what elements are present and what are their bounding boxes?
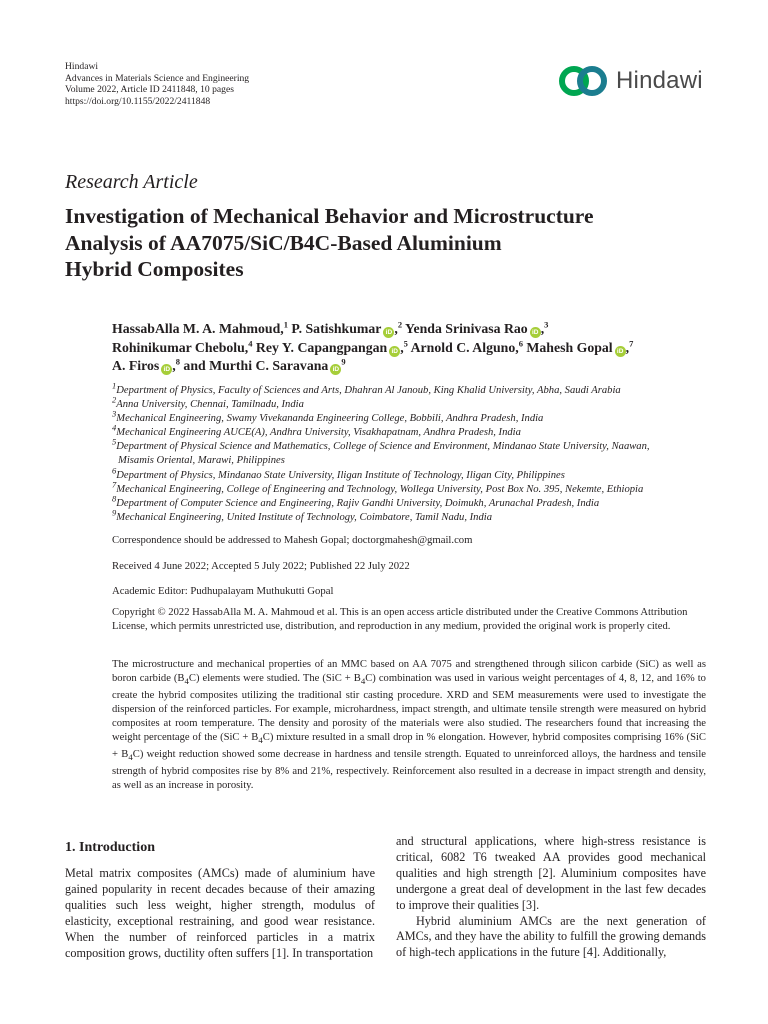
- article-title: [65, 203, 705, 283]
- article-type: Research Article: [65, 171, 198, 193]
- affiliation: $^1$Department of Physics, Faculty of Sciences and Arts, Dhahran Al Janoub, King Khalid University, Abha, Saudi Arabia: [112, 380, 621, 396]
- affiliation: $^7$Mechanical Engineering, College of Engineering and Technology, Wollega University, Post Box No. 395, Nekemte, Ethiopia: [112, 479, 644, 495]
- copyright-notice: Copyright © 2022 HassabAlla M. A. Mahmoud et al. This is an open access article distributed under the Creative Commons Attribution License, which permits unrestricted use, distribution, and reproduction in any medium, provided the original work is properly cited.: [112, 607, 688, 632]
- body-paragraph: and structural applications, where high-stress resistance is critical, 6082 T6 tweaked AA provides good mechanical qualities and high strength [2]. Aluminium composites have undergone a great deal of development in the last few decades to improve their qualities [3].: [396, 834, 706, 912]
- publisher-name: Hindawi: [65, 61, 99, 72]
- author-name[interactable]: A. Firos: [112, 358, 160, 373]
- correspondence: Correspondence should be addressed to Mahesh Gopal; doctorgmahesh@gmail.com: [112, 534, 473, 546]
- author-line: HassabAlla M. A. Mahmoud,$^1$ P. Satishkumar iD ,$^2$ Yenda Srinivasa Rao iD ,$^3$: [112, 319, 549, 336]
- body-column-right: [396, 834, 706, 961]
- author-name[interactable]: Arnold C. Alguno,: [407, 339, 519, 355]
- journal-name: Advances in Materials Science and Engineering: [65, 72, 250, 84]
- author-line: A. Firos iD ,$^8$ and Murthi C. Saravana $iD^9$: [112, 356, 346, 373]
- orcid-icon[interactable]: iD: [389, 346, 400, 357]
- doi-link[interactable]: https://doi.org/10.1155/2022/2411848: [65, 95, 211, 107]
- orcid-icon[interactable]: iD: [161, 364, 172, 375]
- author-list: [112, 320, 712, 376]
- publication-dates: Received 4 June 2022; Accepted 5 July 2022; Published 22 July 2022: [112, 560, 410, 572]
- body-column-left: [65, 866, 375, 961]
- hindawi-logo-icon: [558, 63, 610, 99]
- author-name[interactable]: Rey Y. Capangpangan: [252, 339, 388, 355]
- affiliation: $^5$Department of Physical Science and Mathematics, College of Science and Environment, Mindanao State University, Naawan,: [112, 436, 650, 453]
- body-paragraph: Hybrid aluminium AMCs are the next generation of AMCs, and they have the ability to fulfill the growing demands of high-tech applications in the future [4]. Additionally,: [396, 913, 706, 960]
- journal-header: [65, 61, 249, 107]
- abstract: [112, 658, 706, 792]
- author-name[interactable]: and Murthi C. Saravana: [179, 358, 329, 373]
- author-name[interactable]: Yenda Srinivasa Rao: [402, 321, 528, 336]
- title-line: Analysis of AA7075/SiC/B4C-Based Aluminium: [65, 230, 502, 255]
- author-name[interactable]: P. Satishkumar: [287, 321, 382, 336]
- author-name[interactable]: Rohinikumar Chebolu,: [112, 339, 249, 355]
- academic-editor: Academic Editor: Pudhupalayam Muthukutti Gopal: [112, 585, 334, 597]
- affiliation: $^6$Department of Physics, Mindanao State University, Iligan Institute of Technology, Iligan City, Philippines: [112, 465, 565, 481]
- author-line: Rohinikumar Chebolu,$^4$ Rey Y. Capangpangan iD ,$^5$ Arnold C. Alguno,$^6$ Mahesh Gopal iD ,$^7$: [112, 337, 634, 355]
- hindawi-logo: [558, 61, 708, 101]
- orcid-icon[interactable]: iD: [615, 346, 626, 357]
- orcid-icon[interactable]: iD: [530, 327, 541, 338]
- orcid-icon[interactable]: iD: [383, 327, 394, 338]
- title-line: Investigation of Mechanical Behavior and Microstructure: [65, 204, 594, 228]
- affiliation: $^2$Anna University, Chennai, Tamilnadu, India: [112, 394, 304, 411]
- affiliation: $^8$Department of Computer Science and Engineering, Rajiv Gandhi University, Doimukh, Arunachal Pradesh, India: [112, 493, 600, 509]
- affiliation: $^9$Mechanical Engineering, United Institute of Technology, Coimbatore, Tamil Nadu, India: [112, 507, 493, 523]
- abstract-paragraph: The microstructure and mechanical properties of an MMC based on AA 7075 and strengthened through silicon carbide (SiC) as well as boron carbide $(B_4C)$ elements were studied. The $(SiC + B_4C)$ combination was used in various weight percentages of 4, 8, 12, and 16% to create the hybrid composites utilizing the traditional stir casting procedure. XRD and SEM measurements were used to investigate the dispersion of the reinforced particles. For example, microhardness, impact strength, and ultimate tensile strength were measured on hybrid composites at room temperature. The density and porosity of the materials were also studied. The researchers found that increasing the weight percentage of the $(SiC + B_4C)$ mixture resulted in a small drop in % elongation. However, hybrid composites comprising 16% $(SiC + B_4C)$ weight reduction showed some decrease in hardness and tensile strength. Equated to unreinforced alloys, the hardness and tensile strength of hybrid composites rise by 8% and 21%, respectively. Reinforcement also resulted in a decrease in impact strength and density, as well as an increase in porosity.: [112, 659, 706, 791]
- logo-wordmark: Hindawi: [616, 67, 703, 94]
- affiliation-continuation: Misamis Oriental, Marawi, Philippines: [118, 455, 285, 467]
- section-heading: 1. Introduction: [65, 840, 155, 855]
- body-paragraph: Metal matrix composites (AMCs) made of aluminium have gained popularity in recent decades because of their amazing qualities such less weight, higher strength, modulus of elasticity, exceptional restraining, and good wear resistance. When the number of reinforced particles in a matrix composition grows, ductility often suffers [1]. In transportation: [65, 866, 375, 960]
- title-line: Hybrid Composites: [65, 257, 244, 281]
- author-name[interactable]: HassabAlla M. A. Mahmoud,: [112, 321, 284, 336]
- orcid-icon[interactable]: iD: [330, 364, 341, 375]
- affiliation: $^4$Mechanical Engineering AUCE(A), Andhra University, Visakhapatnam, Andhra Pradesh, India: [112, 422, 521, 439]
- author-name[interactable]: Mahesh Gopal: [522, 339, 613, 355]
- affiliation: $^3$Mechanical Engineering, Swamy Vivekananda Engineering College, Bobbili, Andhra Pradesh, India: [112, 408, 544, 425]
- affiliation-list: [112, 380, 712, 525]
- volume-info: Volume 2022, Article ID 2411848, 10 pages: [65, 84, 234, 96]
